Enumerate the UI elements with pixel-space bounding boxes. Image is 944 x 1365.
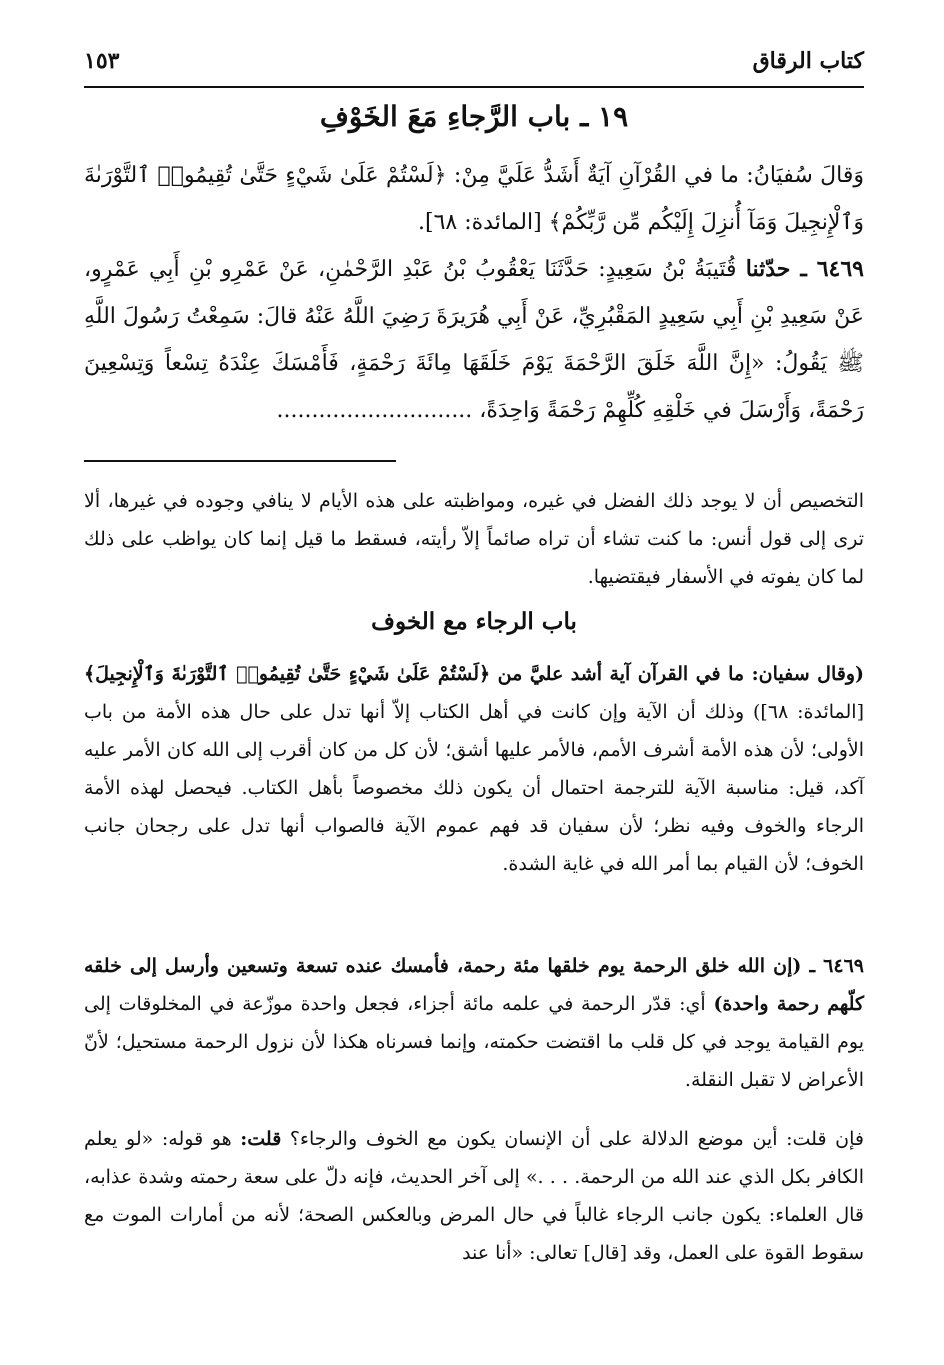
- commentary-subtitle: باب الرجاء مع الخوف: [371, 608, 577, 635]
- page-number: ١٥٣: [84, 48, 120, 74]
- para3-rest: أي: قدّر الرحمة في علمه مائة أجزاء، فجعل واحدة موزّعة في المخلوقات إلى يوم القيامة يوجد في كل قلب ما اقتضت حكمته، وإنما فسرناه هكذا لأن نزول الرحمة مستحيل؛ لأنّ الأعراض لا تقبل النقلة.: [84, 993, 864, 1091]
- intro-paragraph: وَقالَ سُفيَانُ: ما في القُرْآنِ آيَةٌ أَشَدُّ عَلَيَّ مِنْ: ﴿لَسْتُمْ عَلَىٰ شَيْءٍ حَتَّىٰ تُقِيمُوا۟ ٱلتَّوْرَىٰةَ وَٱلْإِنجِيلَ وَمَآ أُنزِلَ إِلَيْكُم مِّن رَّبِّكُمْ﴾ [المائدة: ٦٨].: [84, 163, 864, 235]
- footnote-separator: [84, 460, 396, 462]
- para2-bold: (وقال سفيان: ما في القرآن آية أشد عليَّ من ﴿لَسْتُمْ عَلَىٰ شَيْءٍ حَتَّىٰ تُقِيمُوا۟ ٱلتَّوْرَىٰةَ وَٱلْإِنجِيلَ﴾: [84, 663, 864, 685]
- section-title: ١٩ ـ باب الرَّجاءِ مَعَ الخَوْفِ: [319, 100, 629, 133]
- para3-bold: ٦٤٦٩ ـ (إن الله خلق الرحمة يوم خلقها مئة رحمة، فأمسك عنده تسعة وتسعين وأرسل إلى خلقه كلّهم رحمة واحدة): [84, 955, 864, 1015]
- para2-rest: [المائدة: ٦٨]) وذلك أن الآية وإن كانت في أهل الكتاب إلاّ أنها تدل على حال هذه الأمة من باب الأولى؛ لأن هذه الأمة أشرف الأمم، فالأمر عليها أشق؛ لأن كل من كان أقرب إلى الله كان الأمر عليه آكد، قيل: مناسبة الآية للترجمة احتمال أن يكون ذلك مخصوصاً بأهل الكتاب. فيحصل لهذه الأمة الرجاء والخوف وفيه نظر؛ لأن سفيان قد فهم عموم الآية فالصواب أنها تدل على رجحان جانب الخوف؛ لأن القيام بما أمر الله في غاية الشدة.: [84, 701, 864, 875]
- book-title: كتاب الرقاق: [752, 48, 864, 74]
- hadith-text: قُتَيبَةُ بْنُ سَعِيدٍ: حَدَّثَنَا يَعْقُوبُ بْنُ عَبْدِ الرَّحْمٰنِ، عَنْ عَمْرِو بْنِ أَبِي عَمْرٍو، عَنْ سَعِيدِ بْنِ أَبِي سَعِيدٍ المَقْبُرِيِّ، عَنْ أَبِي هُرَيرَةَ رَضِيَ اللَّهُ عَنْهُ قالَ: سَمِعْتُ رَسُولَ اللَّهِ ﷺ يَقُولُ: «إِنَّ اللَّهَ خَلَقَ الرَّحْمَةَ يَوْمَ خَلَقَهَا مِائَةَ رَحْمَةٍ، فَأَمْسَكَ عِنْدَهُ تِسْعاً وَتِسْعِينَ رَحْمَةً، وَأَرْسَلَ في خَلْقِهِ كُلِّهِمْ رَحْمَةً وَاحِدَةً،: [84, 257, 865, 423]
- commentary-paragraph-3: [84, 947, 864, 1099]
- para4-bold: قلت:: [240, 1128, 282, 1150]
- para4-b: هو قوله: «لو يعلم الكافر بكل الذي عند الله من الرحمة. . . .» إلى آخر الحديث، فإنه دلّ على سعة رحمته وشدة عذابه، قال العلماء: يكون جانب الرجاء غالباً في حال المرض وبالعكس الصحة؛ لأنه من أمارات الموت مع سقوط القوة على العمل، وقد [قال] تعالى: «أنا عند: [84, 1128, 864, 1264]
- hadith-dots: ............................: [276, 398, 473, 423]
- para4-a: فإن قلت: أين موضع الدلالة على أن الإنسان يكون مع الخوف والرجاء؟: [281, 1128, 864, 1150]
- commentary-paragraph-4: [84, 1120, 864, 1272]
- commentary-paragraph-2: [84, 655, 864, 883]
- page-header: [84, 36, 864, 88]
- hadith-label: ٦٤٦٩ ـ حدّثنا: [745, 256, 864, 282]
- commentary-paragraph-1: التخصيص أن لا يوجد ذلك الفضل في غيره، ومواظبته على هذه الأيام لا ينافي وجوده في غيرها، ألا ترى إلى قول أنس: ما كنت تشاء أن تراه صائماً إلاّ رأيته، فسقط ما قيل إنما كان يواظب على ذلك لما كان يفوته في الأسفار فيقتضيها.: [84, 490, 864, 588]
- hadith-paragraph: [84, 246, 864, 434]
